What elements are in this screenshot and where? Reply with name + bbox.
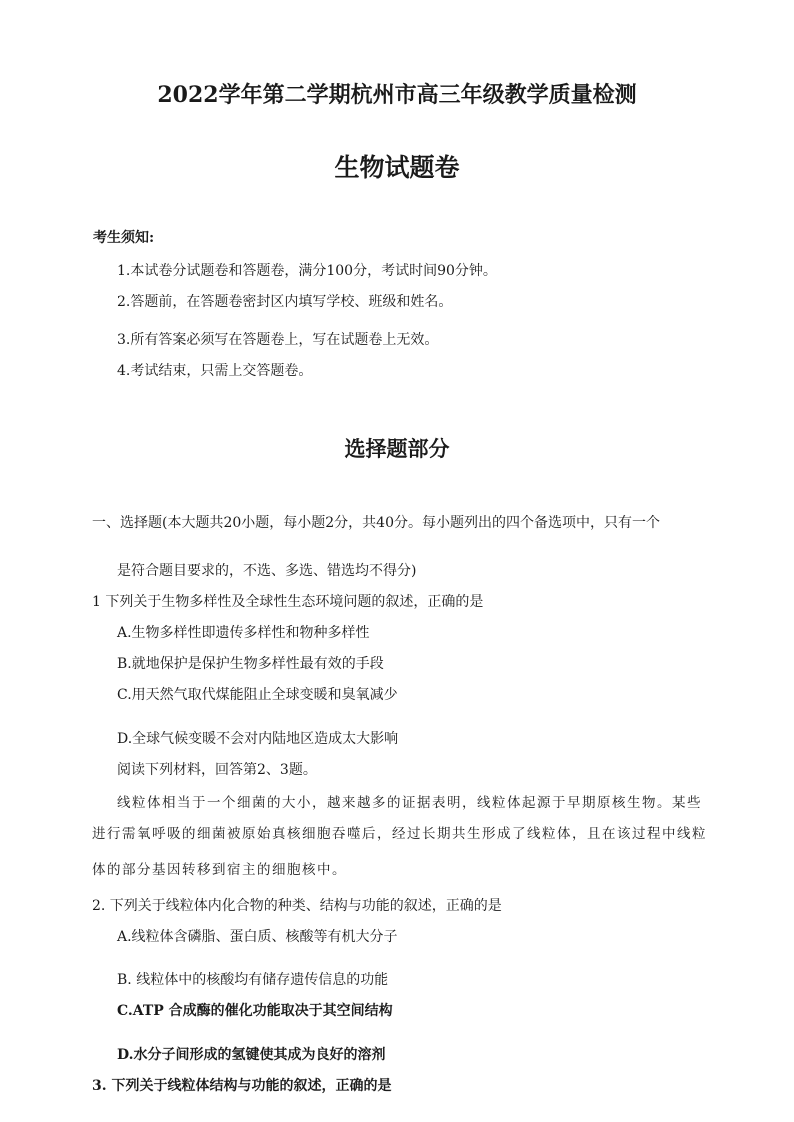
- section-instruction: 是符合题目要求的，不选、多选、错选均不得分): [117, 563, 417, 579]
- question-2-option-b: B. 线粒体中的核酸均有储存遗传信息的功能: [117, 972, 389, 988]
- reading-passage-line: 线粒体相当于一个细菌的大小，越来越多的证据表明，线粒体起源于早期原核生物。某些: [117, 795, 702, 811]
- notice-item: 4.考试结束，只需上交答题卷。: [117, 363, 313, 379]
- notice-item: 3.所有答案必须写在答题卷上，写在试题卷上无效。: [117, 332, 439, 348]
- reading-prompt: 阅读下列材料，回答第2、3题。: [117, 762, 317, 778]
- question-1-stem: 1 下列关于生物多样性及全球性生态环境问题的叙述，正确的是: [92, 594, 484, 610]
- question-2-option-c: C.ATP 合成酶的催化功能取决于其空间结构: [117, 1003, 393, 1019]
- question-2-stem: 2. 下列关于线粒体内化合物的种类、结构与功能的叙述，正确的是: [92, 898, 502, 914]
- question-1-option-d: D.全球气候变暖不会对内陆地区造成太大影响: [117, 731, 399, 747]
- question-3-stem: 3. 下列关于线粒体结构与功能的叙述，正确的是: [92, 1078, 392, 1094]
- question-1-option-c: C.用天然气取代煤能阻止全球变暖和臭氧减少: [117, 687, 398, 703]
- notice-item: 2.答题前，在答题卷密封区内填写学校、班级和姓名。: [117, 294, 453, 310]
- question-2-option-a: A.线粒体含磷脂、蛋白质、核酸等有机大分子: [117, 929, 398, 945]
- notice-heading: 考生须知:: [93, 230, 155, 246]
- section-instruction: 一、选择题(本大题共20小题，每小题2分，共40分。每小题列出的四个备选项中，只有一个: [92, 515, 660, 531]
- reading-passage-line: 体的部分基因转移到宿主的细胞核中。: [92, 862, 347, 878]
- reading-passage-line: 进行需氧呼吸的细菌被原始真核细胞吞噬后，经过长期共生形成了线粒体，且在该过程中线粒: [92, 826, 707, 842]
- paper-title: 生物试题卷: [334, 153, 460, 182]
- exam-title: 2022学年第二学期杭州市高三年级教学质量检测: [157, 82, 637, 108]
- question-1-option-a: A.生物多样性即遗传多样性和物种多样性: [117, 625, 370, 641]
- question-1-option-b: B.就地保护是保护生物多样性最有效的手段: [117, 656, 384, 672]
- section-title: 选择题部分: [344, 436, 450, 461]
- question-2-option-d: D.水分子间形成的氢键使其成为良好的溶剂: [117, 1047, 386, 1063]
- notice-item: 1.本试卷分试题卷和答题卷，满分100分，考试时间90分钟。: [117, 263, 497, 279]
